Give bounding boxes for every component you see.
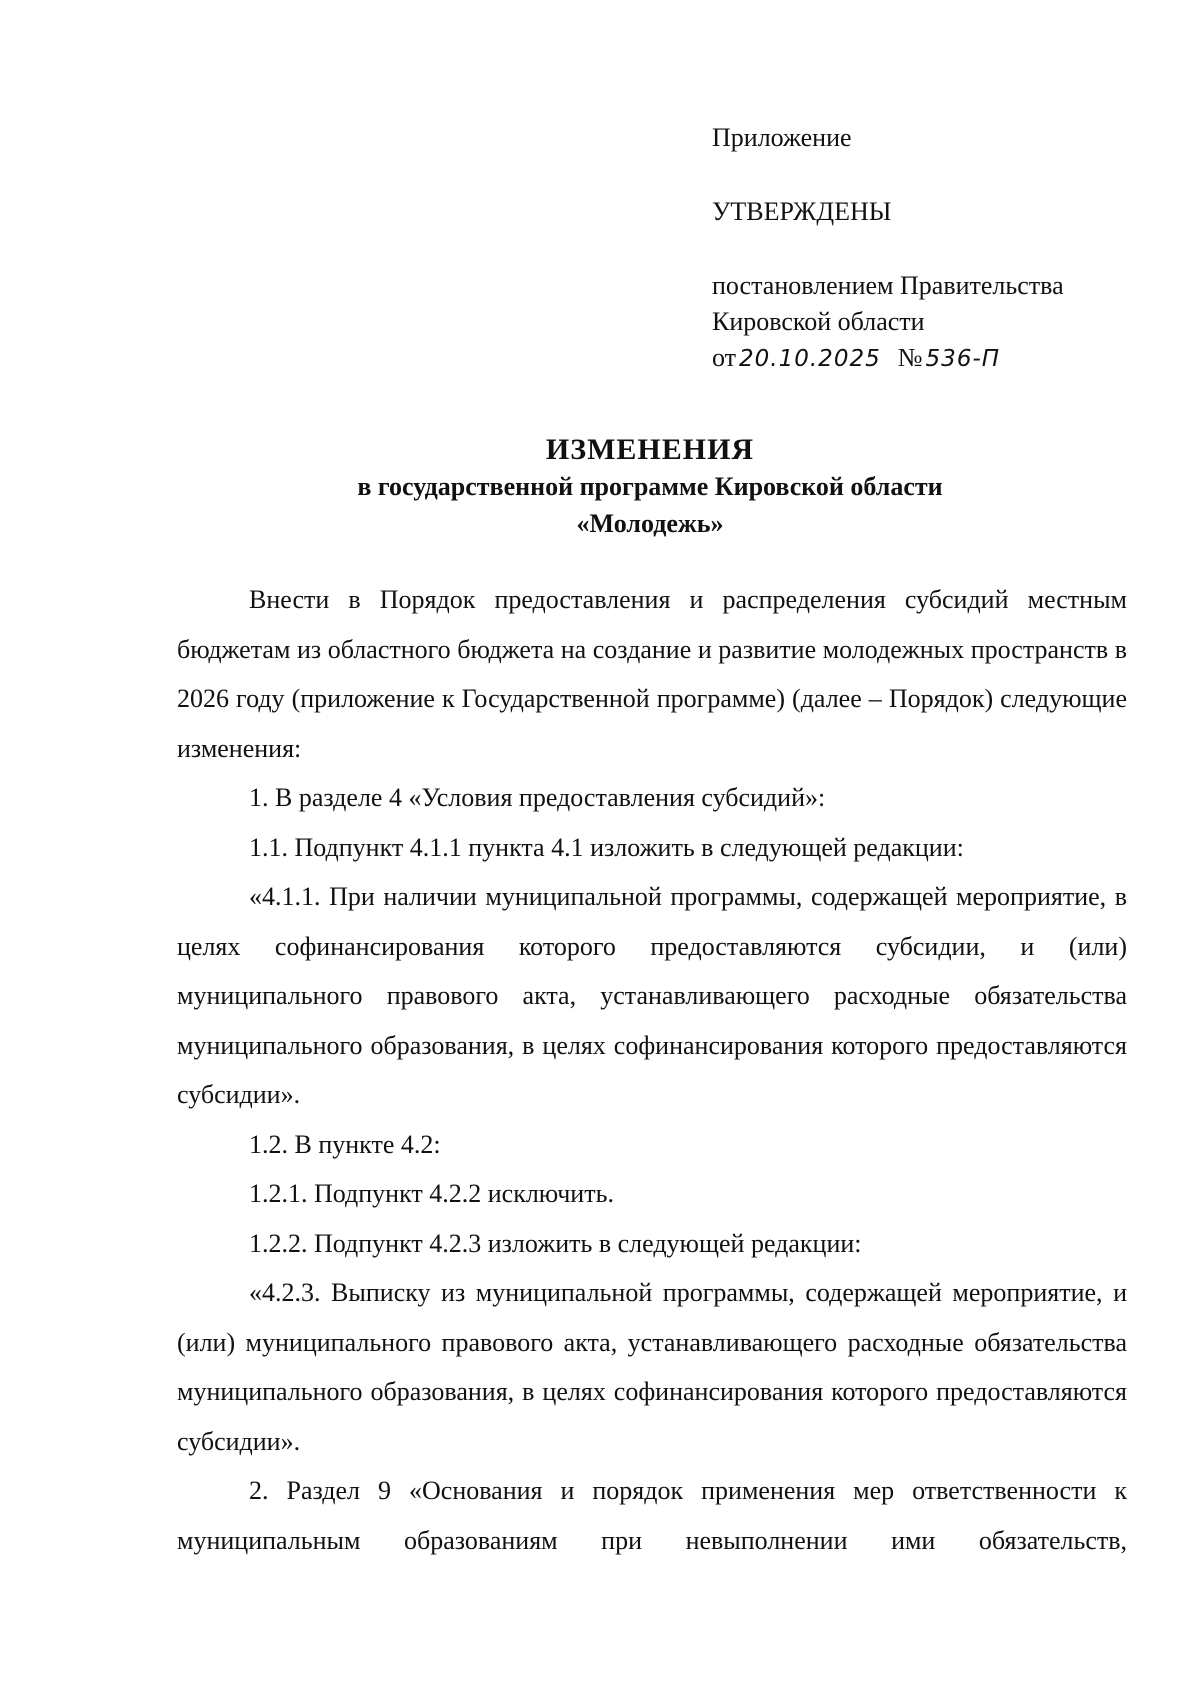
paragraph-item-1: 1. В разделе 4 «Условия предоставления субсидий»: [249, 783, 826, 812]
paragraph-item-2: 2. Раздел 9 «Основания и порядок применения мер ответственности к муниципальным образованиям при невыполнении ими обязательств, [177, 1476, 1127, 1555]
approved-by-line-1: постановлением Правительства [712, 271, 1064, 300]
title-line-3: «Молодежь» [576, 509, 724, 538]
number-prefix: № [897, 343, 923, 372]
paragraph-quote-4-2-3: «4.2.3. Выписку из муниципальной программы, содержащей мероприятие, и (или) муниципального правового акта, устанавливающего расходные обязательства муниципального образования, в целях софинансирования которого предоставляются субсидии». [177, 1278, 1127, 1456]
paragraph-intro: Внести в Порядок предоставления и распределения субсидий местным бюджетам из областного бюджета на создание и развитие молодежных пространств в 2026 году (приложение к Государственной программе) (далее – Порядок) следующие изменения: [177, 585, 1127, 763]
approval-block [712, 120, 1064, 377]
paragraph-item-1-2-2: 1.2.2. Подпункт 4.2.3 изложить в следующей редакции: [249, 1228, 862, 1258]
date-number-line [712, 340, 1064, 377]
appendix-label: Приложение [712, 123, 852, 152]
paragraph-item-1-2: 1.2. В пункте 4.2: [249, 1129, 441, 1159]
paragraph-item-1-1: 1.1. Подпункт 4.1.1 пункта 4.1 изложить в следующей редакции: [249, 832, 964, 862]
title-line-1: ИЗМЕНЕНИЯ [545, 433, 755, 466]
approved-label: УТВЕРЖДЕНЫ [712, 197, 892, 226]
title-line-2: в государственной программе Кировской области [357, 472, 943, 501]
document-title [160, 432, 1140, 542]
paragraph-item-1-2-1: 1.2.1. Подпункт 4.2.2 исключить. [249, 1179, 614, 1208]
handwritten-number: 536-П [925, 346, 1001, 372]
date-prefix: от [712, 343, 737, 372]
approved-by-line-2: Кировской области [712, 307, 925, 336]
paragraph-quote-4-1-1: «4.1.1. При наличии муниципальной программы, содержащей мероприятие, в целях софинансирования которого предоставляются субсидии, и (или) муниципального правового акта, устанавливающего расходные обязательства муниципального образования, в целях софинансирования которого предоставляются субсидии». [177, 882, 1127, 1109]
handwritten-date: 20.10.2025 [739, 346, 881, 372]
document-body [177, 575, 1127, 1565]
